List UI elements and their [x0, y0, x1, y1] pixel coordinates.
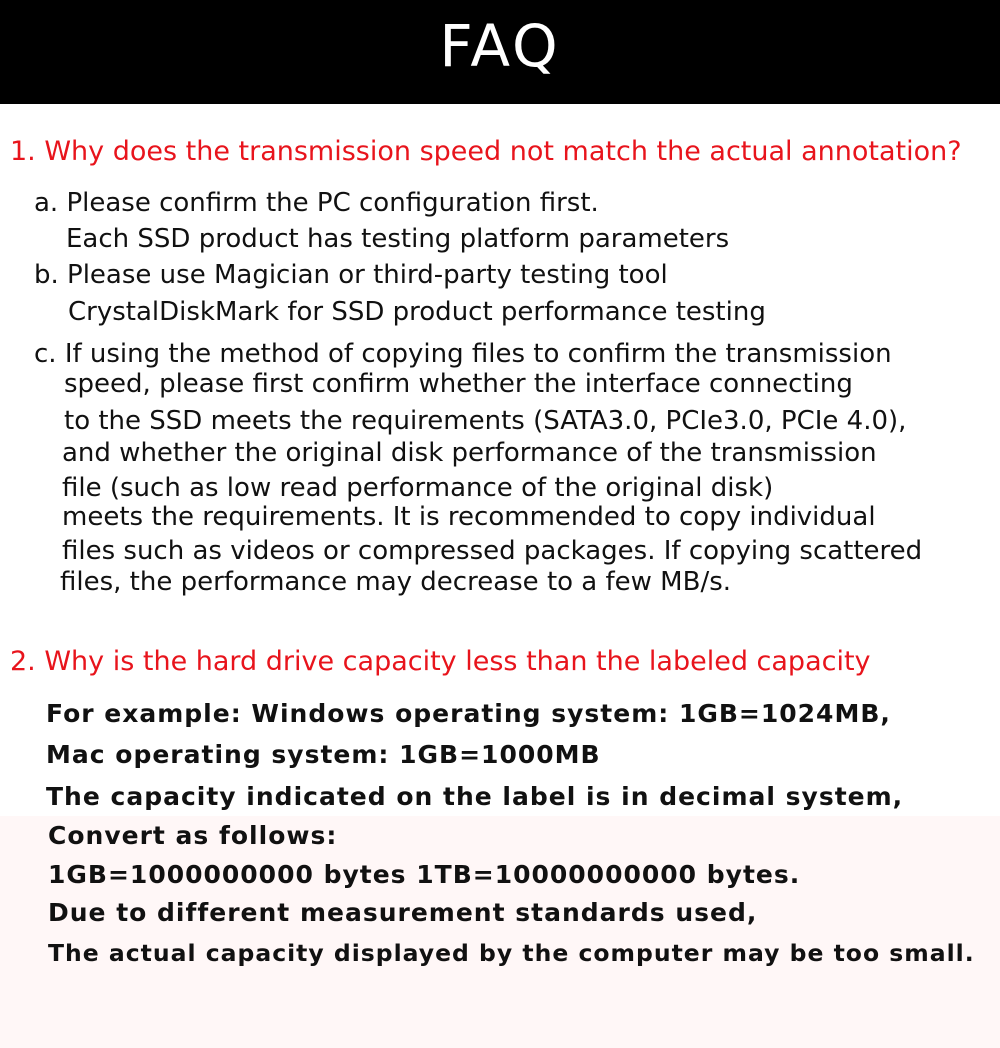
- faq-answer-2-line: The actual capacity displayed by the computer may be too small.: [48, 939, 975, 967]
- faq-answer-1-line: file (such as low read performance of the original disk): [62, 473, 774, 503]
- faq-answer-1-line: c. If using the method of copying files to confirm the transmission: [34, 339, 892, 369]
- faq-question-2-heading: 2. Why is the hard drive capacity less than the labeled capacity: [10, 646, 871, 677]
- faq-answer-1-line: Each SSD product has testing platform parameters: [66, 224, 730, 254]
- faq-answer-2-line: For example: Windows operating system: 1GB=1024MB,: [46, 699, 891, 728]
- faq-answer-1-line: a. Please confirm the PC configuration first.: [34, 188, 599, 218]
- faq-answer-1-line: CrystalDiskMark for SSD product performance testing: [68, 297, 766, 327]
- faq-answer-2-line: Convert as follows:: [48, 821, 338, 850]
- page-title: FAQ: [439, 12, 561, 80]
- faq-answer-1-line: b. Please use Magician or third-party testing tool: [34, 260, 668, 290]
- faq-question-1-heading: 1. Why does the transmission speed not match the actual annotation?: [10, 136, 962, 167]
- faq-answer-2-line: Mac operating system: 1GB=1000MB: [46, 740, 601, 769]
- faq-answer-1-line: files, the performance may decrease to a few MB/s.: [60, 567, 732, 597]
- faq-answer-2-line: Due to different measurement standards used,: [48, 898, 758, 927]
- faq-answer-1-line: speed, please first confirm whether the interface connecting: [64, 369, 853, 399]
- header-bar: [0, 0, 1000, 104]
- faq-answer-2-line: The capacity indicated on the label is in decimal system,: [46, 782, 904, 811]
- faq-answer-1-line: files such as videos or compressed packages. If copying scattered: [62, 536, 923, 566]
- faq-answer-1-line: meets the requirements. It is recommended to copy individual: [62, 502, 876, 532]
- faq-answer-1-line: to the SSD meets the requirements (SATA3.0, PCIe3.0, PCIe 4.0),: [64, 406, 907, 436]
- faq-answer-2-line: 1GB=1000000000 bytes 1TB=10000000000 bytes.: [48, 860, 801, 889]
- faq-answer-1-line: and whether the original disk performance of the transmission: [62, 438, 877, 468]
